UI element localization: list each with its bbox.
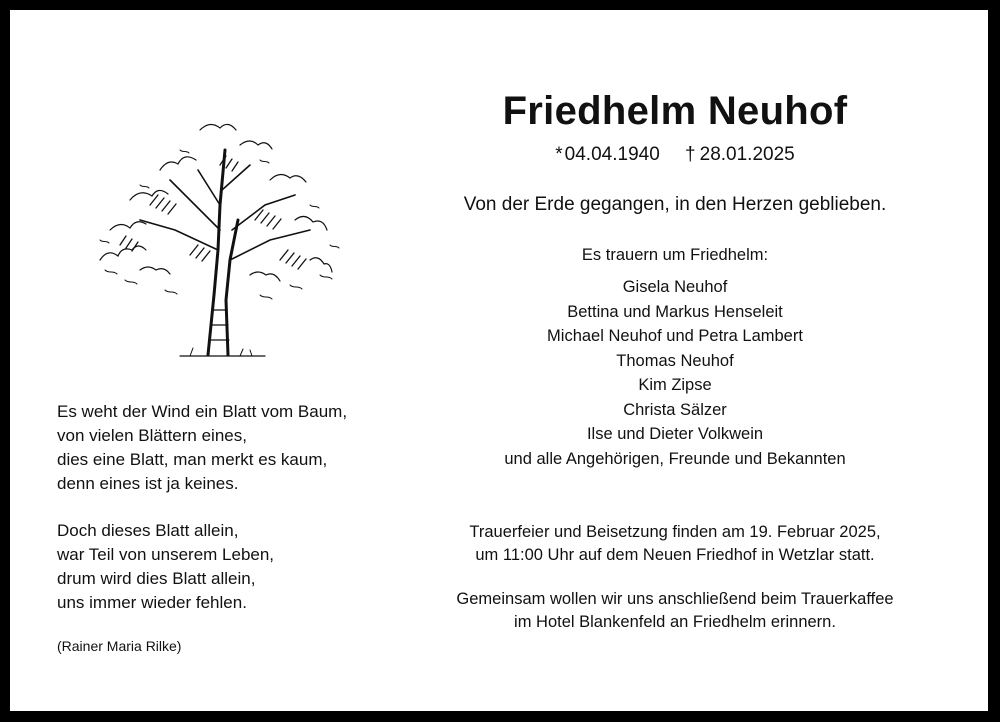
poem xyxy=(57,400,417,654)
mourners-intro: Es trauern um Friedhelm: xyxy=(581,246,769,264)
mourner-item: und alle Angehörigen, Freunde und Bekannten xyxy=(504,449,846,468)
poem-line: uns immer wieder fehlen. xyxy=(57,593,247,612)
mourner-item: Gisela Neuhof xyxy=(622,278,728,296)
reception-line: im Hotel Blankenfeld an Friedhelm erinnern. xyxy=(514,613,836,631)
motto: Von der Erde gegangen, in den Herzen geblieben. xyxy=(463,194,887,215)
poem-line: war Teil von unserem Leben, xyxy=(57,545,275,564)
poem-stanza-1 xyxy=(57,400,417,496)
poem-line: dies eine Blatt, man merkt es kaum, xyxy=(57,450,328,469)
poem-author: (Rainer Maria Rilke) xyxy=(57,638,182,654)
mourner-item: Ilse und Dieter Volkwein xyxy=(586,425,764,443)
poem-line: denn eines ist ja keines. xyxy=(57,474,239,493)
death-symbol: † xyxy=(685,144,696,165)
mourners-list xyxy=(400,275,950,471)
birth-date: * 04.04.1940 xyxy=(555,144,660,165)
mourner-item: Michael Neuhof und Petra Lambert xyxy=(547,327,803,345)
ceremony-info xyxy=(400,521,950,567)
ceremony-line: um 11:00 Uhr auf dem Neuen Friedhof in Wetzlar statt. xyxy=(475,546,875,564)
poem-line: Es weht der Wind ein Blatt vom Baum, xyxy=(57,402,348,421)
reception-line: Gemeinsam wollen wir uns anschließend beim Trauerkaffee xyxy=(456,590,894,608)
life-dates xyxy=(400,144,950,166)
poem-stanza-2 xyxy=(57,519,417,615)
mourner-item: Christa Sälzer xyxy=(623,400,727,419)
notice-main xyxy=(400,88,950,634)
reception-info xyxy=(400,588,950,634)
poem-line: drum wird dies Blatt allein, xyxy=(57,569,256,588)
poem-line: von vielen Blättern eines, xyxy=(57,426,247,445)
birth-symbol: * xyxy=(555,144,563,165)
poem-line: Doch dieses Blatt allein, xyxy=(57,521,239,540)
deceased-name: Friedhelm Neuhof xyxy=(502,89,848,133)
obituary-card xyxy=(10,10,988,711)
death-date: † 28.01.2025 xyxy=(685,144,795,165)
mourner-item: Thomas Neuhof xyxy=(616,351,734,370)
ceremony-line: Trauerfeier und Beisetzung finden am 19. Februar 2025, xyxy=(469,523,881,541)
tree-illustration-icon xyxy=(80,110,350,360)
mourner-item: Bettina und Markus Henseleit xyxy=(567,302,783,321)
mourner-item: Kim Zipse xyxy=(638,376,712,394)
